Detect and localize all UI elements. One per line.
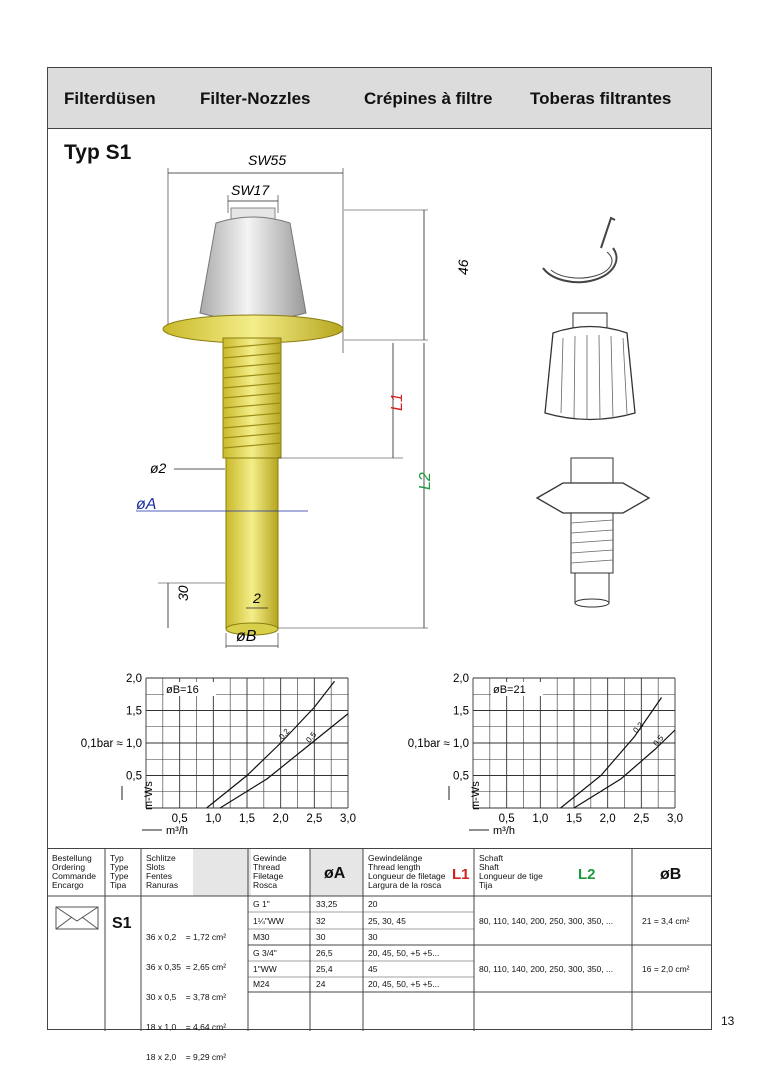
x-tick-label: 1,5 bbox=[566, 813, 582, 825]
dim-oB: øB bbox=[236, 628, 257, 645]
title-es: Toberas filtrantes bbox=[530, 89, 672, 108]
hdr-oA: øA bbox=[324, 865, 346, 882]
row-len: 20, 45, 50, +5 +5... bbox=[368, 948, 440, 958]
row-thread: 1¼"WW bbox=[253, 916, 284, 926]
dim-46: 46 bbox=[455, 259, 471, 275]
row-oA: 32 bbox=[316, 916, 326, 926]
dim-sw55: SW55 bbox=[248, 152, 287, 168]
dim-L1: L1 bbox=[389, 393, 406, 411]
x-tick-label: 2,0 bbox=[272, 813, 289, 825]
dim-sw17: SW17 bbox=[231, 182, 270, 198]
slots-list bbox=[146, 915, 226, 1080]
hdr-shaft bbox=[479, 854, 543, 890]
title-bar bbox=[48, 68, 711, 129]
dim-30: 30 bbox=[175, 585, 191, 601]
y-tick-label: 2,0 bbox=[453, 673, 469, 685]
hdr-order bbox=[52, 854, 96, 890]
order-table bbox=[48, 848, 711, 1062]
dim-2: 2 bbox=[253, 590, 261, 606]
hdr-slots-fr: Fentes bbox=[146, 871, 172, 881]
oB-value: 16 = 2,0 cm² bbox=[642, 964, 690, 974]
x-tick-label: 2,0 bbox=[599, 813, 616, 825]
series-line bbox=[561, 698, 662, 809]
row-oA: 30 bbox=[316, 932, 326, 942]
envelope-icon bbox=[56, 907, 98, 929]
row-thread: M24 bbox=[253, 979, 270, 989]
hdr-thread-length bbox=[368, 854, 446, 890]
y-tick-label: 1,5 bbox=[126, 705, 142, 718]
hdr-thread-fr: Filetage bbox=[253, 871, 284, 881]
hdr-oB: øB bbox=[660, 866, 682, 883]
x-axis-label: m³/h bbox=[493, 825, 515, 837]
series-line bbox=[207, 681, 335, 808]
hdr-slots-de: Schlitze bbox=[146, 853, 176, 863]
hdr-thread-en: Thread bbox=[253, 862, 280, 872]
page-frame bbox=[47, 67, 712, 1062]
pressure-chart-16 bbox=[48, 663, 368, 843]
series-label: 0,2 bbox=[631, 720, 646, 735]
hdr-len-es: Largura de la rosca bbox=[368, 880, 442, 890]
row-thread: M30 bbox=[253, 932, 270, 942]
dim-L2: L2 bbox=[417, 472, 434, 490]
hdr-len-de: Gewindelänge bbox=[368, 853, 423, 863]
hdr-shaft-en: Shaft bbox=[479, 862, 499, 872]
hdr-type-es: Tipa bbox=[110, 880, 127, 890]
type-value: S1 bbox=[112, 915, 132, 932]
x-tick-label: 1,0 bbox=[532, 813, 549, 825]
hdr-type-fr: Type bbox=[110, 871, 129, 881]
series-label: 0,5 bbox=[304, 730, 319, 745]
title-en: Filter-Nozzles bbox=[200, 89, 311, 108]
slot-row: 18 x 1,0 = 4,64 cm² bbox=[146, 1022, 227, 1032]
hdr-shaft-fr: Longueur de tige bbox=[479, 871, 543, 881]
row-len: 45 bbox=[368, 964, 378, 974]
y-axis-label: m-Ws bbox=[143, 781, 155, 810]
x-tick-label: 3,0 bbox=[340, 813, 356, 825]
x-axis-label: m³/h bbox=[166, 825, 188, 837]
series-label: 0,5 bbox=[651, 733, 666, 748]
exploded-view bbox=[523, 208, 663, 608]
x-tick-label: 2,5 bbox=[306, 813, 323, 825]
hdr-L2: L2 bbox=[578, 866, 596, 883]
x-tick-label: 1,5 bbox=[239, 813, 255, 825]
row-oA: 26,5 bbox=[316, 948, 333, 958]
row-thread: G 3/4" bbox=[253, 948, 277, 958]
hdr-order-en: Ordering bbox=[52, 862, 86, 872]
y-axis-label: m-Ws bbox=[470, 781, 482, 810]
x-tick-label: 2,5 bbox=[633, 813, 650, 825]
slot-row: 36 x 0,35 = 2,65 cm² bbox=[146, 962, 227, 972]
slot-row: 18 x 2,0 = 9,29 cm² bbox=[146, 1052, 227, 1062]
legend-label: øB=16 bbox=[166, 684, 199, 696]
shaft-values: 80, 110, 140, 200, 250, 300, 350, ... bbox=[479, 916, 614, 926]
y-tick-label: 0,5 bbox=[453, 770, 469, 783]
y-tick-label: 2,0 bbox=[126, 673, 142, 685]
row-thread: 1"WW bbox=[253, 964, 277, 974]
oB-value: 21 = 3,4 cm² bbox=[642, 916, 690, 926]
y-tick-label: 0,1bar ≈ 1,0 bbox=[407, 738, 469, 750]
hdr-slots-en: Slots bbox=[146, 862, 165, 872]
row-len: 20, 45, 50, +5 +5... bbox=[368, 979, 440, 989]
nozzle-drawing bbox=[128, 152, 471, 653]
page-number: 13 bbox=[721, 1014, 735, 1028]
row-thread: G 1" bbox=[253, 899, 270, 909]
dim-o2: ø2 bbox=[150, 460, 167, 476]
row-len: 30 bbox=[368, 932, 378, 942]
x-tick-label: 3,0 bbox=[667, 813, 683, 825]
x-tick-label: 0,5 bbox=[171, 813, 188, 825]
hdr-order-es: Encargo bbox=[52, 880, 84, 890]
row-oA: 25,4 bbox=[316, 964, 333, 974]
hdr-slots bbox=[146, 854, 178, 890]
hdr-order-fr: Commande bbox=[52, 871, 96, 881]
hdr-thread-es: Rosca bbox=[253, 880, 278, 890]
row-oA: 24 bbox=[316, 979, 326, 989]
hdr-shaft-de: Schaft bbox=[479, 853, 504, 863]
hdr-len-fr: Longueur de filetage bbox=[368, 871, 446, 881]
hdr-slots-es: Ranuras bbox=[146, 880, 179, 890]
row-oA: 33,25 bbox=[316, 899, 338, 909]
series-label: 0,2 bbox=[277, 726, 292, 742]
x-tick-label: 1,0 bbox=[205, 813, 222, 825]
hdr-len-en: Thread length bbox=[368, 862, 421, 872]
title-de: Filterdüsen bbox=[64, 89, 156, 108]
hdr-type-en: Type bbox=[110, 862, 129, 872]
title-fr: Crépines à filtre bbox=[364, 89, 493, 108]
dim-oA: øA bbox=[136, 496, 157, 513]
hdr-thread bbox=[253, 854, 287, 890]
slot-row: 36 x 0,2 = 1,72 cm² bbox=[146, 932, 227, 942]
legend-label: øB=21 bbox=[493, 684, 526, 696]
hdr-L1: L1 bbox=[452, 866, 470, 883]
row-len: 25, 30, 45 bbox=[368, 916, 406, 926]
row-len: 20 bbox=[368, 899, 378, 909]
y-tick-label: 0,1bar ≈ 1,0 bbox=[80, 738, 142, 750]
hdr-type bbox=[110, 854, 128, 890]
y-tick-label: 0,5 bbox=[126, 770, 142, 783]
y-tick-label: 1,5 bbox=[453, 705, 469, 718]
x-tick-label: 0,5 bbox=[498, 813, 515, 825]
shaft-values: 80, 110, 140, 200, 250, 300, 350, ... bbox=[479, 964, 614, 974]
pressure-chart-21 bbox=[380, 663, 710, 843]
hdr-thread-de: Gewinde bbox=[253, 853, 287, 863]
type-title: Typ S1 bbox=[64, 141, 132, 164]
slot-row: 30 x 0,5 = 3,78 cm² bbox=[146, 992, 227, 1002]
hdr-shaft-es: Tija bbox=[479, 880, 493, 890]
hdr-type-de: Typ bbox=[110, 853, 124, 863]
hdr-order-de: Bestellung bbox=[52, 853, 92, 863]
